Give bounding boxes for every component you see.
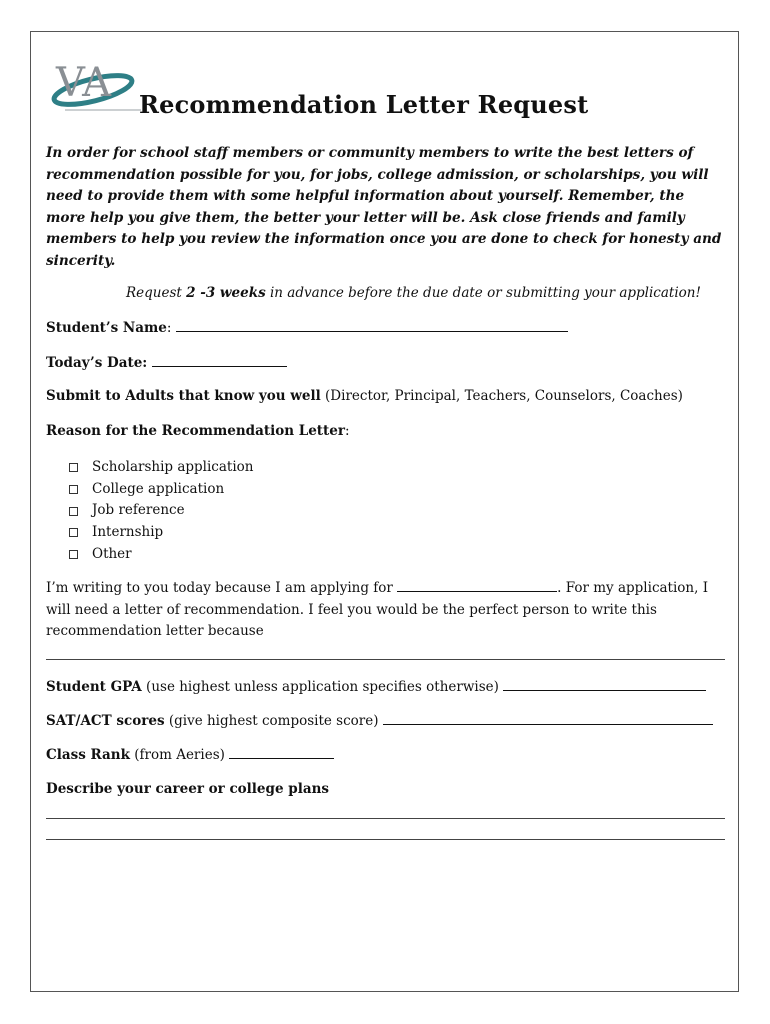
advance-weeks: 2 -3 weeks xyxy=(186,285,266,301)
class-rank-label: Class Rank xyxy=(46,747,130,763)
gpa-row xyxy=(46,678,706,695)
reason-college[interactable]: College application xyxy=(67,479,253,501)
todays-date-label: Today’s Date: xyxy=(46,355,148,371)
sat-row xyxy=(46,712,713,729)
gpa-label: Student GPA xyxy=(46,679,142,695)
checkbox-icon[interactable] xyxy=(69,463,78,472)
student-name-row: Student’s Name: xyxy=(46,319,568,336)
reason-scholarship[interactable]: Scholarship application xyxy=(67,457,253,479)
sat-note: (give highest composite score) xyxy=(164,713,379,729)
submit-to-label: Submit to Adults that know you well xyxy=(46,388,321,404)
page-title: Recommendation Letter Request xyxy=(139,90,589,119)
va-logo xyxy=(51,54,141,114)
gpa-note: (use highest unless application specifies otherwise) xyxy=(141,679,499,695)
reason-other[interactable]: Other xyxy=(67,544,253,566)
class-rank-row xyxy=(46,746,334,763)
applying-paragraph: I’m writing to you today because I am applying for . For my application, I will need a letter of recommendation. I feel you would be the perfect person to write this recommendation letter because xyxy=(46,580,709,640)
checkbox-icon[interactable] xyxy=(69,528,78,537)
sat-field[interactable] xyxy=(383,712,713,725)
todays-date-field[interactable] xyxy=(152,354,287,367)
gpa-field[interactable] xyxy=(503,678,706,691)
reason-job-reference[interactable]: Job reference xyxy=(67,500,253,522)
because-answer-line[interactable] xyxy=(46,659,725,660)
class-rank-field[interactable] xyxy=(229,746,334,759)
reason-checklist xyxy=(67,457,253,566)
todays-date-row xyxy=(46,354,287,371)
applying-for-field[interactable] xyxy=(397,579,557,592)
form-page xyxy=(30,31,739,992)
plans-label: Describe your career or college plans xyxy=(46,781,329,797)
class-rank-note: (from Aeries) xyxy=(129,747,225,763)
submit-to-examples: (Director, Principal, Teachers, Counselors, Coaches) xyxy=(320,388,683,404)
plans-answer-line-1[interactable] xyxy=(46,818,725,819)
checkbox-icon[interactable] xyxy=(69,550,78,559)
intro-paragraph: In order for school staff members or community members to write the best letters of recommendation possible for you, for jobs, college admission, or scholarships, you will need to provide them with some helpful information about yourself. Remember, the more help you give them, the better your letter will be. Ask close friends and family members to help you review the information once you are done to check for honesty and sincerity. xyxy=(46,145,722,269)
reason-internship[interactable]: Internship xyxy=(67,522,253,544)
checkbox-icon[interactable] xyxy=(69,485,78,494)
sat-label: SAT/ACT scores xyxy=(46,713,165,729)
checkbox-icon[interactable] xyxy=(69,507,78,516)
plans-row xyxy=(46,781,329,797)
submit-to-row xyxy=(46,388,683,404)
plans-answer-line-2[interactable] xyxy=(46,839,725,840)
advance-note: Request 2 -3 weeks in advance before the due date or submitting your application! xyxy=(126,285,701,301)
reason-row: Reason for the Recommendation Letter: xyxy=(46,423,350,439)
reason-label: Reason for the Recommendation Letter xyxy=(46,423,345,439)
student-name-label: Student’s Name xyxy=(46,320,167,336)
logo-text: VA xyxy=(56,60,112,106)
student-name-field[interactable] xyxy=(176,319,568,332)
